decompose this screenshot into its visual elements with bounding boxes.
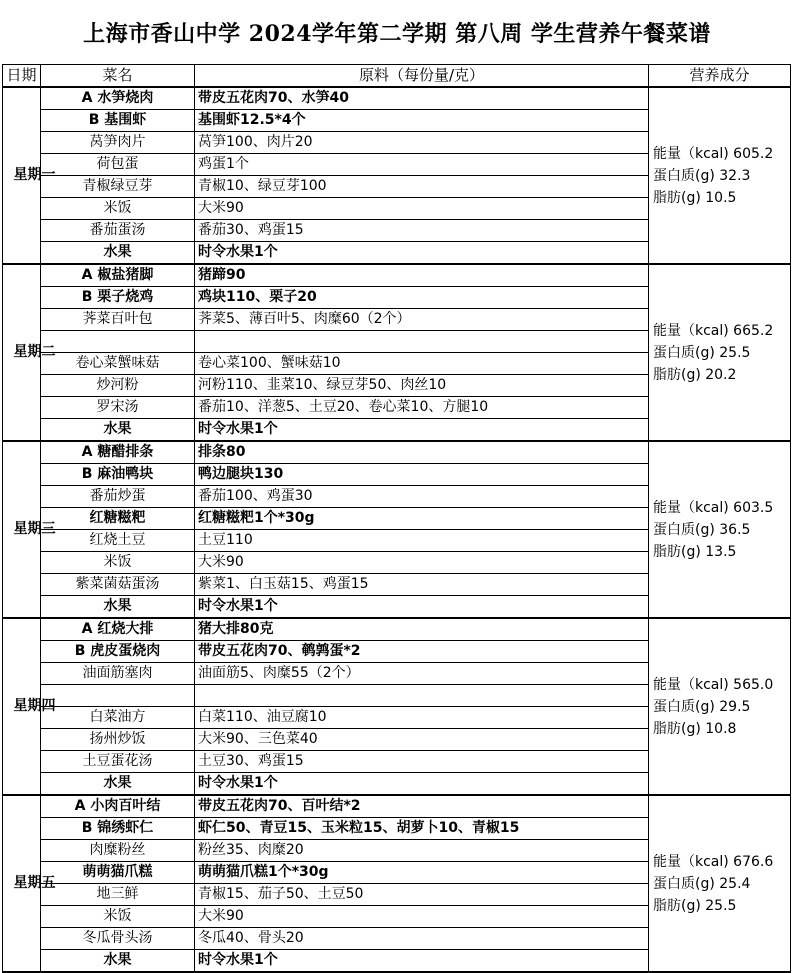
menu-row (3, 264, 791, 287)
ingredients: 带皮五花肉70、鹌鹑蛋*2 (195, 641, 649, 663)
nutrition-line: 脂肪(g) 10.8 (653, 720, 737, 737)
dish-name: 地三鲜 (41, 884, 195, 906)
dish-name: A 糖醋排条 (41, 441, 195, 464)
ingredients: 卷心菜100、蟹味菇10 (195, 353, 649, 375)
day-cell (3, 441, 56, 618)
dish-name (41, 685, 195, 707)
dish-name: 罗宋汤 (41, 397, 195, 419)
day-label: 星期三 (13, 521, 56, 537)
dish-name: 荷包蛋 (41, 154, 195, 176)
ingredients: 时令水果1个 (195, 242, 649, 265)
dish-name: 青椒绿豆芽 (41, 176, 195, 198)
page-title: 上海市香山中学 2024学年第二学期 第八周 学生营养午餐菜谱 (83, 20, 711, 47)
dish-name: 水果 (41, 419, 195, 442)
dish-name: 卷心菜蟹味菇 (41, 353, 195, 375)
ingredients: 大米90 (195, 906, 649, 928)
dish-name: B 栗子烧鸡 (41, 287, 195, 309)
ingredients (195, 331, 649, 353)
day-cell (3, 795, 56, 972)
ingredients: 番茄10、洋葱5、土豆20、卷心菜10、方腿10 (195, 397, 649, 419)
ingredients: 猪蹄90 (195, 264, 649, 287)
header-row (3, 65, 791, 88)
nutrition-line: 能量（kcal) 603.5 (653, 499, 774, 516)
nutrition-line: 蛋白质(g) 25.5 (653, 344, 751, 361)
nutrition-line: 能量（kcal) 676.6 (653, 853, 774, 870)
dish-name: A 椒盐猪脚 (41, 264, 195, 287)
menu-row (3, 87, 791, 110)
nutrition-cell (649, 87, 791, 264)
ingredients: 青椒15、茄子50、土豆50 (195, 884, 649, 906)
dish-name: B 麻油鸭块 (41, 464, 195, 486)
dish-name: 水果 (41, 242, 195, 265)
ingredients: 青椒10、绿豆芽100 (195, 176, 649, 198)
ingredients: 鸭边腿块130 (195, 464, 649, 486)
ingredients: 荠菜5、薄百叶5、肉糜60（2个） (195, 309, 649, 331)
dish-name: 红烧土豆 (41, 530, 195, 552)
ingredients: 时令水果1个 (195, 773, 649, 796)
nutrition-line: 脂肪(g) 20.2 (653, 366, 737, 383)
ingredients: 红糖糍粑1个*30g (195, 508, 649, 530)
nutrition-line: 蛋白质(g) 36.5 (653, 521, 751, 538)
dish-name: A 水笋烧肉 (41, 87, 195, 110)
menu-row (3, 795, 791, 818)
ingredients: 鸡块110、栗子20 (195, 287, 649, 309)
dish-name: 冬瓜骨头汤 (41, 928, 195, 950)
ingredients: 番茄30、鸡蛋15 (195, 220, 649, 242)
dish-name (41, 331, 195, 353)
ingredients: 猪大排80克 (195, 618, 649, 641)
dish-name: 肉糜粉丝 (41, 840, 195, 862)
dish-name: A 红烧大排 (41, 618, 195, 641)
ingredients: 大米90 (195, 198, 649, 220)
dish-name: 番茄蛋汤 (41, 220, 195, 242)
nutrition-line: 能量（kcal) 665.2 (653, 322, 774, 339)
dish-name: 土豆蛋花汤 (41, 751, 195, 773)
nutrition-line: 脂肪(g) 13.5 (653, 543, 737, 560)
dish-name: 白菜油方 (41, 707, 195, 729)
dish-name: 炒河粉 (41, 375, 195, 397)
nutrition-line: 蛋白质(g) 32.3 (653, 167, 751, 184)
dish-name: 扬州炒饭 (41, 729, 195, 751)
header-day: 日期 (3, 65, 41, 88)
ingredients: 紫菜1、白玉菇15、鸡蛋15 (195, 574, 649, 596)
dish-name: 米饭 (41, 198, 195, 220)
ingredients: 土豆30、鸡蛋15 (195, 751, 649, 773)
dish-name: 水果 (41, 773, 195, 796)
ingredients: 粉丝35、肉糜20 (195, 840, 649, 862)
ingredients: 莴笋100、肉片20 (195, 132, 649, 154)
dish-name: A 小肉百叶结 (41, 795, 195, 818)
menu-row (3, 618, 791, 641)
header-nutrition: 营养成分 (649, 65, 791, 88)
day-cell (3, 618, 56, 795)
nutrition-cell (649, 795, 791, 972)
ingredients: 大米90 (195, 552, 649, 574)
ingredients: 冬瓜40、骨头20 (195, 928, 649, 950)
ingredients: 河粉110、韭菜10、绿豆芽50、肉丝10 (195, 375, 649, 397)
ingredients: 时令水果1个 (195, 419, 649, 442)
ingredients: 大米90、三色菜40 (195, 729, 649, 751)
ingredients: 萌萌猫爪糕1个*30g (195, 862, 649, 884)
ingredients: 基围虾12.5*4个 (195, 110, 649, 132)
ingredients (195, 685, 649, 707)
ingredients: 土豆110 (195, 530, 649, 552)
dish-name: 莴笋肉片 (41, 132, 195, 154)
day-label: 星期一 (13, 167, 56, 183)
dish-name: B 锦绣虾仁 (41, 818, 195, 840)
day-label: 星期二 (13, 344, 56, 360)
nutrition-cell (649, 441, 791, 618)
day-cell (3, 87, 56, 264)
dish-name: 荠菜百叶包 (41, 309, 195, 331)
dish-name: B 虎皮蛋烧肉 (41, 641, 195, 663)
nutrition-line: 能量（kcal) 565.0 (653, 676, 774, 693)
dish-name: B 基围虾 (41, 110, 195, 132)
dish-name: 萌萌猫爪糕 (41, 862, 195, 884)
ingredients: 带皮五花肉70、水笋40 (195, 87, 649, 110)
menu-table (2, 64, 791, 973)
dish-name: 米饭 (41, 552, 195, 574)
ingredients: 虾仁50、青豆15、玉米粒15、胡萝卜10、青椒15 (195, 818, 649, 840)
dish-name: 紫菜菌菇蛋汤 (41, 574, 195, 596)
day-cell (3, 264, 56, 441)
day-label: 星期四 (13, 698, 56, 714)
ingredients: 鸡蛋1个 (195, 154, 649, 176)
dish-name: 水果 (41, 950, 195, 973)
ingredients: 油面筋5、肉糜55（2个） (195, 663, 649, 685)
ingredients: 时令水果1个 (195, 950, 649, 973)
nutrition-line: 脂肪(g) 25.5 (653, 897, 737, 914)
nutrition-cell (649, 618, 791, 795)
nutrition-line: 脂肪(g) 10.5 (653, 189, 737, 206)
nutrition-line: 能量（kcal) 605.2 (653, 145, 774, 162)
dish-name: 米饭 (41, 906, 195, 928)
ingredients: 带皮五花肉70、百叶结*2 (195, 795, 649, 818)
dish-name: 红糖糍粑 (41, 508, 195, 530)
dish-name: 番茄炒蛋 (41, 486, 195, 508)
nutrition-cell (649, 264, 791, 441)
menu-row (3, 441, 791, 464)
ingredients: 白菜110、油豆腐10 (195, 707, 649, 729)
header-ingredients: 原料（每份量/克） (195, 65, 649, 88)
day-label: 星期五 (13, 875, 56, 891)
ingredients: 排条80 (195, 441, 649, 464)
header-dish: 菜名 (41, 65, 195, 88)
dish-name: 油面筋塞肉 (41, 663, 195, 685)
dish-name: 水果 (41, 596, 195, 619)
ingredients: 番茄100、鸡蛋30 (195, 486, 649, 508)
nutrition-line: 蛋白质(g) 25.4 (653, 875, 751, 892)
ingredients: 时令水果1个 (195, 596, 649, 619)
nutrition-line: 蛋白质(g) 29.5 (653, 698, 751, 715)
